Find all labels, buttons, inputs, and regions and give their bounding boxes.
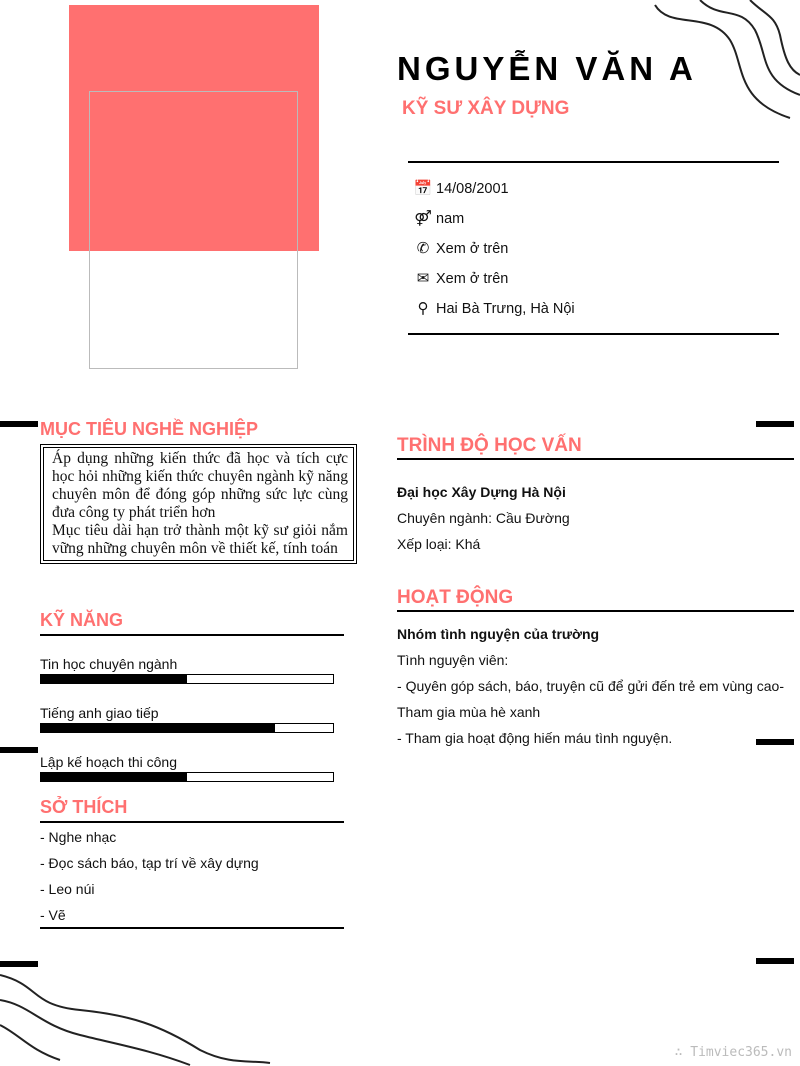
activity-org: Nhóm tình nguyện của trường [397, 626, 600, 642]
hobbies-list [40, 824, 259, 928]
divider [408, 333, 779, 335]
education-heading: TRÌNH ĐỘ HỌC VẤN [397, 435, 582, 456]
info-birthdate [412, 174, 575, 204]
info-address [412, 294, 575, 324]
skill-bar-fill [41, 773, 187, 781]
divider [40, 927, 344, 929]
candidate-name: NGUYỄN VĂN A [397, 50, 697, 87]
activity-line: - Quyên góp sách, báo, truyện cũ để gửi đến trẻ em vùng cao- Tham gia mùa hè xanh [397, 678, 784, 720]
birthdate: 14/08/2001 [436, 181, 509, 197]
activities-heading: HOẠT ĐỘNG [397, 587, 514, 608]
decor-tick [0, 421, 38, 427]
personal-info [412, 174, 575, 324]
skills-heading: KỸ NĂNG [40, 610, 124, 630]
info-phone [412, 234, 575, 264]
phone: Xem ở trên [436, 241, 509, 257]
divider [397, 458, 794, 460]
email: Xem ở trên [436, 271, 509, 287]
skill-bar [40, 772, 334, 782]
divider [40, 821, 344, 823]
decorative-waves-bottom [0, 965, 280, 1066]
school-name: Đại học Xây Dựng Hà Nội [397, 484, 566, 500]
skill-label: Tiếng anh giao tiếp [40, 705, 159, 721]
activity-line: - Tham gia hoạt động hiến máu tình nguyện. [397, 730, 673, 746]
gender-icon: ⚤ [414, 210, 432, 227]
divider [397, 610, 794, 612]
hobby-item: - Leo núi [40, 881, 95, 897]
calendar-icon: 📅 [413, 180, 433, 197]
decor-tick [756, 958, 794, 964]
objective-heading: MỤC TIÊU NGHỀ NGHIỆP [40, 419, 259, 439]
phone-icon: ✆ [416, 240, 430, 257]
divider [40, 634, 344, 636]
skill-bar [40, 723, 334, 733]
objective-text-2: Mục tiêu dài hạn trở thành một kỹ sư giỏi nắm vững những chuyên môn về thiết kế, tính toán [52, 522, 348, 557]
job-title: KỸ SƯ XÂY DỰNG [402, 98, 570, 119]
info-email [412, 264, 575, 294]
decor-tick [0, 747, 38, 753]
major: Chuyên ngành: Cầu Đường [397, 510, 570, 526]
skill-label: Tin học chuyên ngành [40, 656, 178, 672]
hobby-item: - Đọc sách báo, tạp trí về xây dựng [40, 855, 259, 871]
skill-bar-fill [41, 675, 187, 683]
grade: Xếp loại: Khá [397, 536, 481, 552]
watermark: ∴ Timviec365.vn [674, 1045, 792, 1060]
map-marker-icon: ⚲ [417, 300, 429, 317]
activities-block [397, 621, 784, 751]
decor-tick [0, 961, 38, 967]
gender: nam [436, 211, 465, 227]
education-block [397, 479, 787, 557]
avatar[interactable] [89, 91, 298, 369]
divider [408, 161, 779, 163]
envelope-icon: ✉ [416, 270, 430, 287]
decor-tick [756, 421, 794, 427]
hobby-item: - Vẽ [40, 907, 66, 923]
hobbies-heading: SỞ THÍCH [40, 797, 128, 817]
objective-text: Áp dụng những kiến thức đã học và tích cực học hỏi những kiến thức chuyên ngành kỹ năng chuyên môn để đóng góp những sức lực cùng đưa công ty phát triển hơn [52, 450, 348, 521]
hobby-item: - Nghe nhạc [40, 829, 117, 845]
objective-box [40, 444, 357, 564]
activity-role: Tình nguyện viên: [397, 652, 509, 668]
skill-label: Lập kế hoạch thi công [40, 754, 177, 770]
skill-bar-fill [41, 724, 275, 732]
skill-bar [40, 674, 334, 684]
address: Hai Bà Trưng, Hà Nội [436, 301, 575, 317]
info-gender [412, 204, 575, 234]
